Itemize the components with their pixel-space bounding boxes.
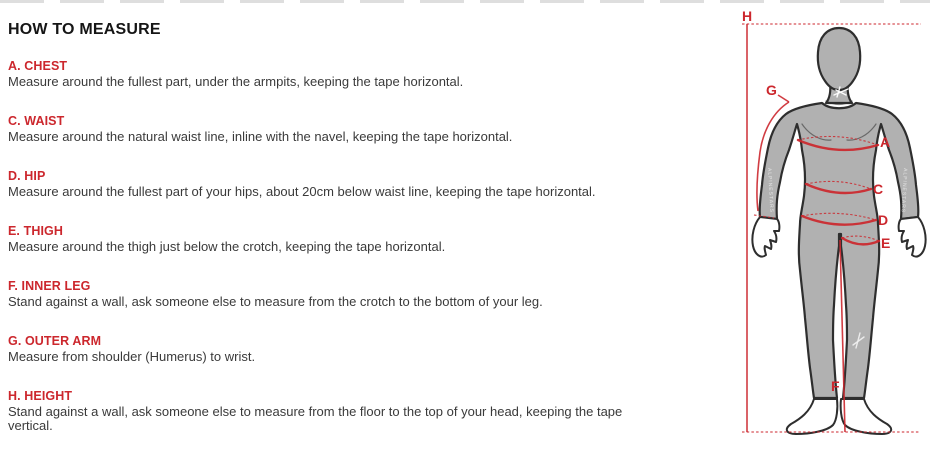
section-desc-chest: Measure around the fullest part, under the armpits, keeping the tape horizontal.: [8, 74, 464, 89]
measure-instructions: [8, 20, 668, 458]
right-arm-brand-text: ALPINESTARS: [899, 167, 908, 214]
section-desc-height: Stand against a wall, ask someone else to measure from the floor to the top of your head, keeping the tape vertical.: [8, 404, 623, 433]
section-desc-waist: Measure around the natural waist line, inline with the navel, keeping the tape horizontal.: [8, 129, 513, 144]
section-title-waist: C. WAIST: [8, 114, 65, 128]
right-boot: [841, 399, 892, 434]
measure-section-outer-arm: [8, 334, 668, 364]
diagram-label-thigh: E: [881, 235, 891, 251]
left-boot: [787, 399, 838, 434]
section-title-hip: D. HIP: [8, 169, 46, 183]
diagram-label-chest: A: [880, 134, 891, 150]
right-glove: [899, 217, 926, 257]
section-title-height: H. HEIGHT: [8, 389, 73, 403]
diagram-label-hip: D: [878, 212, 889, 228]
measure-section-waist: [8, 114, 668, 144]
measure-section-hip: [8, 169, 668, 199]
diagram-label-inner-leg: F: [831, 378, 840, 394]
diagram-label-height: H: [742, 8, 753, 24]
body-silhouette: [760, 103, 919, 398]
section-title-thigh: E. THIGH: [8, 224, 63, 238]
section-title-inner-leg: F. INNER LEG: [8, 279, 91, 293]
figure-head: [818, 28, 860, 90]
body-measurement-figure: [720, 0, 930, 449]
section-desc-thigh: Measure around the thigh just below the crotch, keeping the tape horizontal.: [8, 239, 446, 254]
measure-section-inner-leg: [8, 279, 668, 309]
left-glove: [752, 217, 779, 257]
section-desc-outer-arm: Measure from shoulder (Humerus) to wrist.: [8, 349, 256, 364]
outer-arm-top-tick: [778, 95, 789, 102]
section-title-outer-arm: G. OUTER ARM: [8, 334, 102, 348]
measure-section-height: [8, 389, 668, 433]
section-title-chest: A. CHEST: [8, 59, 68, 73]
section-desc-hip: Measure around the fullest part of your hips, about 20cm below waist line, keeping the tape horizontal.: [8, 184, 596, 199]
diagram-label-outer-arm: G: [766, 82, 777, 98]
section-desc-inner-leg: Stand against a wall, ask someone else to measure from the crotch to the bottom of your leg.: [8, 294, 543, 309]
diagram-label-waist: C: [873, 181, 884, 197]
measure-section-chest: [8, 59, 668, 89]
size-guide-diagram: [720, 0, 930, 449]
left-arm-brand-text: ALPINESTARS: [766, 167, 775, 214]
measure-section-thigh: [8, 224, 668, 254]
page-title: HOW TO MEASURE: [8, 21, 161, 38]
